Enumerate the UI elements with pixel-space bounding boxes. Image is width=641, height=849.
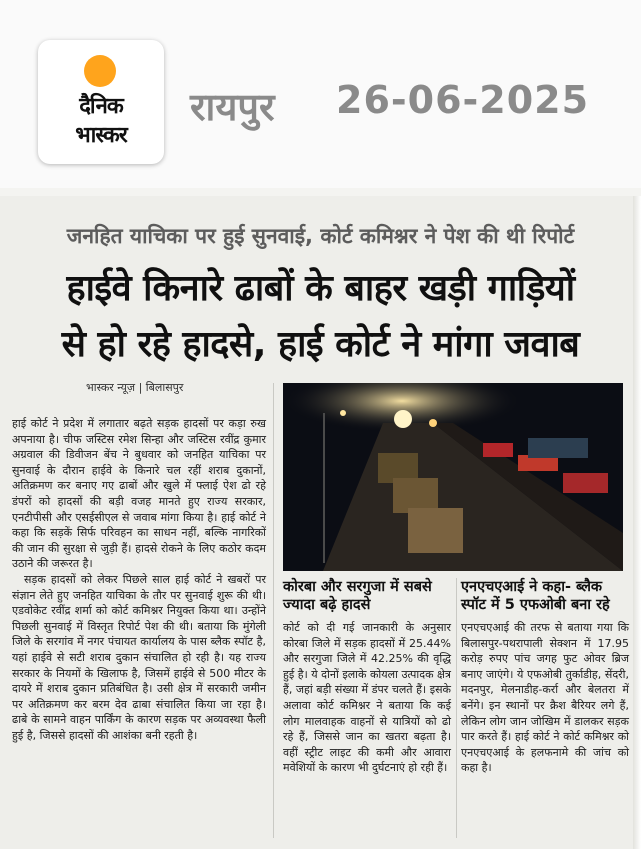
article-headline-line1: हाईवे किनारे ढाबों के बाहर खड़ी गाड़ियों [66, 268, 575, 309]
article-paragraph-2: सड़क हादसों को लेकर पिछले साल हाई कोर्ट ने खबरों पर संज्ञान लेते हुए जनहित याचिका के तौर पर सुनवाई शुरू की थी। एडवोकेट रवींद्र शर्मा को कोर्ट कमिश्नर नियुक्त किया था। उन्होंने पिछली सुनवाई में विस्तृत रिपोर्ट पेश की थी। बताया कि मुंगेली जिले के सरगांव में नगर पंचायत कार्यालय के पास ब्लैक स्पॉट है, यहां हाईवे से सटी शराब दुकान संचालित हो रही है। यह राज्य सरकार के नियमों के खिलाफ है, जिसमें हाईवे से 500 मीटर के दायरे में शराब दुकान प्रतिबंधित है। उसी क्षेत्र में सरकारी जमीन पर अतिक्रमण कर बरम देव ढाबा संचालित किया जा रहा है। ढाबे के सामने वाहन पार्किंग के कारण सड़क पर अव्यवस्था फैली हुई है, जिससे हादसों की आशंका बनी रहती है। [12, 572, 266, 742]
edition-date: 26-06-2025 [336, 78, 590, 122]
box2-title: एनएचएआई ने कहा- ब्लैक स्पॉट में 5 एफओबी बना रहे [461, 579, 610, 613]
article-column-1 [12, 416, 266, 743]
article-subheadline: जनहित याचिका पर हुई सुनवाई, कोर्ट कमिश्नर ने पेश की थी रिपोर्ट [66, 224, 575, 248]
edition-city: रायपुर [190, 85, 275, 129]
box1-text: कोर्ट को दी गई जानकारी के अनुसार कोरबा जिले में सड़क हादसों में 25.44% और सरगुजा जिले में 42.25% की वृद्धि हुई है। ये दोनों इलाके कोयला उत्पादक क्षेत्र हैं, जहां बड़ी संख्या में डंपर चलते हैं। इसके अलावा कोर्ट कमिश्नर ने बताया कि कई लोग मालवाहक वाहनों से यात्रियों को ढो रहे हैं, जिससे जान का खतरा बढ़ता है। वहीं स्ट्रीट लाइट की कमी और आवारा मवेशियों के कारण भी दुर्घटनाएं हो रही हैं। [283, 621, 451, 775]
box-divider [456, 578, 457, 838]
article-headline-line2: से हो रहे हादसे, हाई कोर्ट ने मांगा जवाब [61, 324, 580, 365]
logo-text-line2: भास्कर [75, 123, 127, 148]
post-header [0, 0, 641, 188]
dainik-bhaskar-logo [38, 40, 164, 164]
box2-text: एनएचएआई की तरफ से बताया गया कि बिलासपुर-पथरापाली सेक्शन में 17.95 करोड़ रुपए पांच जगह फुट ओवर ब्रिज बनाए जाएंगे। ये एफओबी तुर्काडीह, सेंदरी, मदनपुर, मेलनाडीह-कर्रा और बेलतरा में बनेंगे। इन स्थानों पर क्रैश बैरियर लगे हैं, लेकिन लोग जान जोखिम में डालकर सड़क पार करते हैं। हाई कोर्ट ने कोर्ट कमिश्नर को एनएचएआई के हलफनामे की जांच को कहा है। [461, 621, 629, 775]
article-byline: भास्कर न्यूज़ | बिलासपुर [86, 381, 184, 394]
highway-night-photo [283, 383, 623, 571]
sun-icon [84, 55, 116, 87]
column-divider [273, 383, 274, 838]
logo-text-line1: दैनिक [79, 94, 123, 119]
box1-title: कोरबा और सरगुजा में सबसे ज्यादा बढ़े हादसे [283, 579, 432, 613]
article-paragraph-1: हाई कोर्ट ने प्रदेश में लगातार बढ़ते सड़क हादसों पर कड़ा रुख अपनाया है। चीफ जस्टिस रमेश सिन्हा और जस्टिस रवींद्र कुमार अग्रवाल की डिवीजन बेंच ने बुधवार को जनहित याचिका पर सुनवाई के दौरान हाईवे के किनारे चल रहीं शराब दुकानों, अतिक्रमण कर बनाए गए ढाबों और खुले में फ्लाई ऐश ढो रहे डंपरों को हादसों की बड़ी वजह मानते हुए राज्य सरकार, एनटीपीसी और एसईसीएल से जवाब मांगा किया है। हाई कोर्ट ने कहा कि सड़कें सिर्फ परिवहन का साधन नहीं, बल्कि नागरिकों की जान की सुरक्षा से जुड़ी हैं। हादसे रोकने के लिए कठोर कदम उठाने की जरूरत है। [12, 417, 266, 571]
highway-photo-graphic [283, 383, 623, 571]
